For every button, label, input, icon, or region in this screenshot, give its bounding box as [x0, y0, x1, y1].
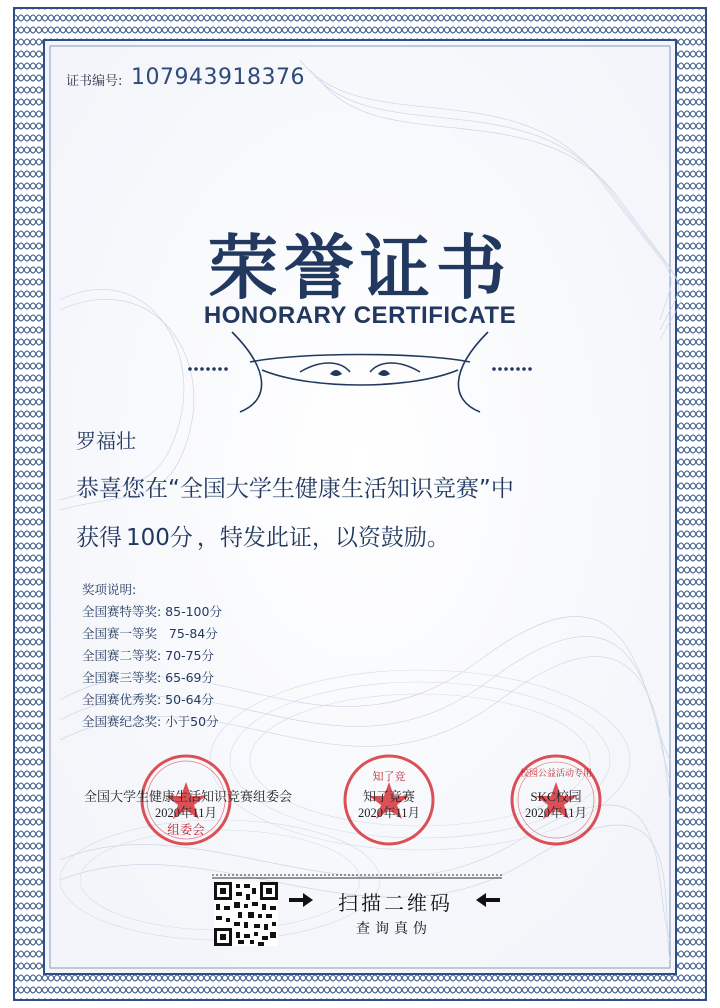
- verify-authenticity-label: 查询真伪: [356, 921, 432, 937]
- arrow-right-icon: [289, 893, 313, 907]
- issuer-seal-text: 知了竞: [372, 771, 406, 783]
- award-statement-prefix: 获得: [76, 525, 122, 551]
- verification-qr-code[interactable]: [214, 882, 278, 946]
- award-legend-item: 全国赛三等奖: 65-69分: [82, 670, 215, 685]
- award-score: 100分: [126, 525, 193, 551]
- arrow-left-icon: [476, 893, 500, 907]
- recipient-name: 罗福壮: [76, 429, 136, 453]
- award-statement-line1: 恭喜您在“全国大学生健康生活知识竞赛”中: [76, 476, 514, 502]
- certificate-title-english: HONORARY CERTIFICATE: [203, 302, 517, 329]
- issuer-date: 2020年11月: [154, 806, 218, 820]
- certificate-number-value: 107943918376: [131, 65, 305, 90]
- issuer-name: SKC校园: [530, 789, 582, 804]
- award-legend-item: 全国赛优秀奖: 50-64分: [82, 692, 215, 707]
- award-statement-suffix: ，特发此证，以资鼓励。: [196, 525, 450, 551]
- award-legend-item: 全国赛二等奖: 70-75分: [82, 648, 215, 663]
- issuer-date: 2020年11月: [524, 806, 588, 820]
- issuer-date: 2020年11月: [357, 806, 421, 820]
- issuer-seal-text: 组委会: [167, 823, 205, 837]
- divider: [212, 874, 502, 880]
- certificate-number-label: 证书编号:: [66, 74, 123, 89]
- issuer-name: 知了竞赛: [362, 789, 415, 804]
- award-legend-item: 全国赛特等奖: 85-100分: [82, 604, 222, 619]
- award-legend-item: 全国赛纪念奖: 小于50分: [82, 714, 219, 729]
- issuer-seal-text: 校园公益活动专用: [519, 768, 592, 778]
- award-legend-title: 奖项说明:: [82, 582, 137, 597]
- award-legend-item: 全国赛一等奖 75-84分: [82, 626, 218, 641]
- scan-qr-title: 扫描二维码: [338, 891, 453, 915]
- certificate-title: 荣誉证书: [208, 227, 512, 309]
- award-statement-line2: [76, 519, 450, 552]
- issuer-name: 全国大学生健康生活知识竞赛组委会: [83, 789, 292, 804]
